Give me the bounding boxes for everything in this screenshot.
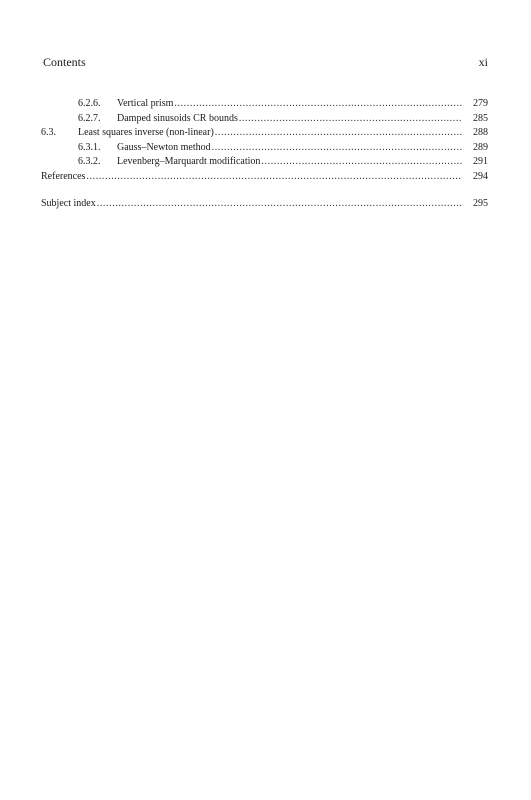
toc-entry-number: 6.3.1. (78, 141, 101, 153)
toc-entry-page: 294 (473, 170, 488, 182)
toc-entry-number: 6.2.6. (78, 98, 101, 109)
dot-leader (212, 141, 462, 155)
toc-entry[interactable] (41, 97, 488, 112)
dot-leader (261, 155, 462, 169)
toc-entry-references[interactable] (41, 170, 488, 185)
toc-entry-page: 291 (473, 156, 488, 168)
toc-entry-title: Levenberg–Marquardt modification (117, 156, 261, 168)
dot-leader (174, 97, 462, 111)
toc-entry[interactable] (41, 155, 488, 170)
toc-entry-number: 6.3. (41, 127, 56, 139)
toc-entry-title: Vertical prism (117, 98, 174, 109)
toc-entry-title: Subject index (41, 197, 96, 209)
toc-entry-title: Damped sinusoids CR bounds (117, 112, 238, 124)
toc-entry-page: 289 (473, 141, 488, 153)
toc-entry-page: 295 (473, 197, 488, 209)
toc-entry-subject-index[interactable] (41, 197, 488, 212)
section-gap (41, 185, 488, 197)
toc-entry[interactable] (41, 112, 488, 127)
running-head (43, 55, 488, 71)
running-head-title: Contents (43, 55, 86, 69)
toc-entry-title: Least squares inverse (non-linear) (78, 127, 214, 139)
toc-entry-page: 279 (473, 98, 488, 109)
toc-entry-number: 6.3.2. (78, 156, 101, 168)
dot-leader (239, 112, 462, 126)
toc-entry-page: 288 (473, 127, 488, 139)
page-number-roman: xi (478, 55, 488, 69)
table-of-contents (41, 97, 488, 211)
toc-entry[interactable] (41, 126, 488, 141)
dot-leader (97, 197, 462, 211)
toc-entry-number: 6.2.7. (78, 112, 101, 124)
dot-leader (86, 170, 462, 184)
toc-entry-title: References (41, 170, 86, 182)
toc-entry-page: 285 (473, 112, 488, 124)
toc-entry[interactable] (41, 141, 488, 156)
dot-leader (215, 126, 462, 140)
toc-entry-title: Gauss–Newton method (117, 141, 211, 153)
